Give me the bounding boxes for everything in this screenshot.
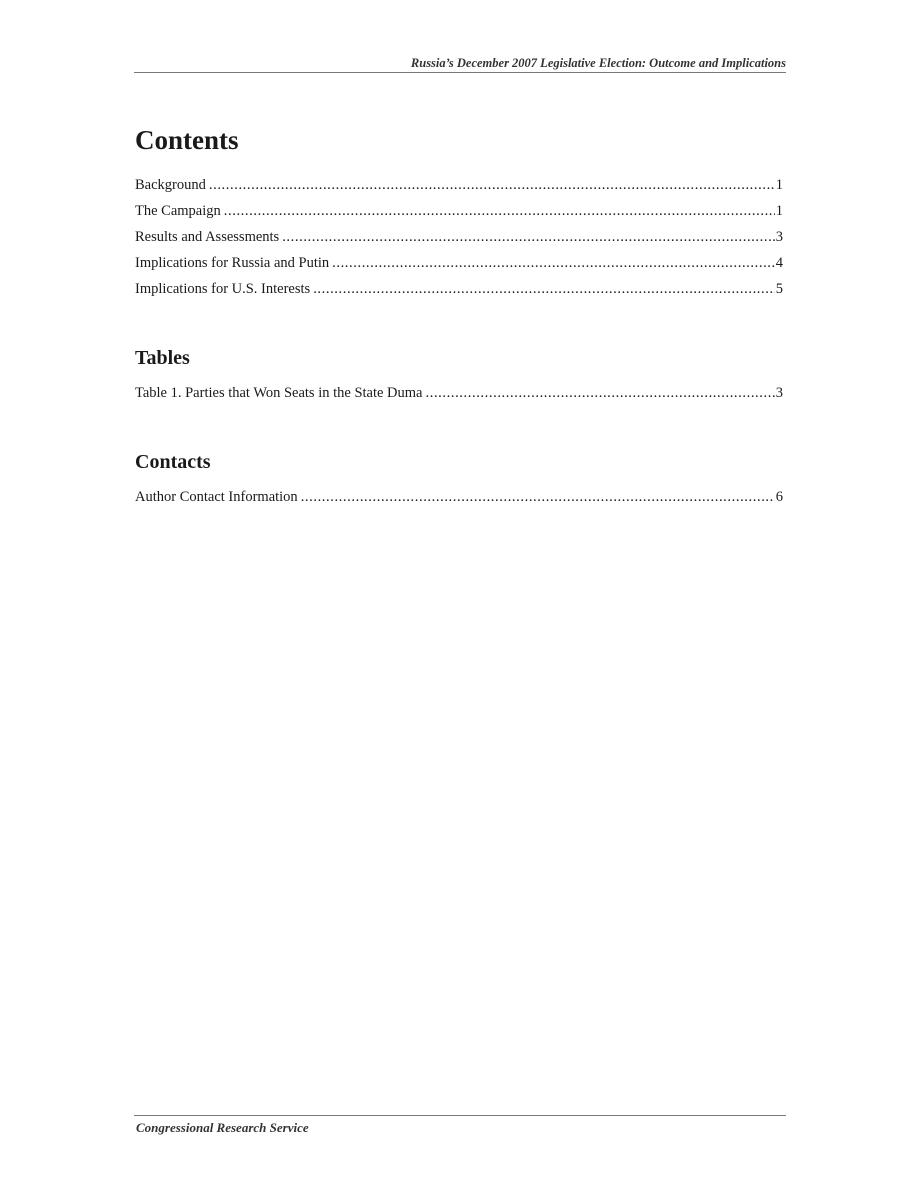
running-footer: Congressional Research Service (136, 1120, 309, 1135)
header-divider (134, 72, 786, 73)
table-of-contents (135, 120, 783, 510)
toc-entry-label: Implications for U.S. Interests (135, 281, 311, 297)
toc-page-number: 3 (775, 385, 783, 401)
dot-leader (332, 250, 775, 276)
dot-leader (426, 380, 775, 406)
running-header: Russia’s December 2007 Legislative Election: Outcome and Implications (410, 56, 786, 70)
contacts-heading: Contacts (135, 451, 211, 473)
tables-list (135, 380, 783, 406)
footer-divider (134, 1115, 786, 1116)
toc-entry-the-campaign[interactable] (135, 198, 783, 224)
toc-entry-label: Author Contact Information (135, 489, 298, 505)
toc-page-number: 3 (775, 229, 783, 245)
toc-entry-label: Results and Assessments (135, 229, 280, 245)
toc-entry-author-contact[interactable] (135, 484, 783, 510)
toc-entry-implications-russia-putin[interactable] (135, 250, 783, 276)
toc-entry-results-and-assessments[interactable] (135, 224, 783, 250)
contents-heading: Contents (135, 125, 239, 155)
toc-page-number: 4 (775, 255, 783, 271)
toc-entry-implications-us-interests[interactable] (135, 276, 783, 302)
dot-leader (209, 172, 775, 198)
contents-list (135, 172, 783, 302)
toc-page-number: 5 (775, 281, 783, 297)
dot-leader (224, 198, 775, 224)
toc-entry-table-1[interactable] (135, 380, 783, 406)
toc-entry-label: Implications for Russia and Putin (135, 255, 330, 271)
toc-entry-label: Background (135, 177, 206, 193)
contacts-list (135, 484, 783, 510)
toc-entry-background[interactable] (135, 172, 783, 198)
toc-page-number: 6 (775, 489, 783, 505)
toc-page-number: 1 (775, 177, 783, 193)
tables-heading: Tables (135, 347, 190, 369)
dot-leader (301, 484, 775, 510)
toc-page-number: 1 (775, 203, 783, 219)
dot-leader (282, 224, 775, 250)
toc-entry-label: Table 1. Parties that Won Seats in the State Duma (135, 385, 423, 401)
dot-leader (313, 276, 775, 302)
toc-entry-label: The Campaign (135, 203, 221, 219)
